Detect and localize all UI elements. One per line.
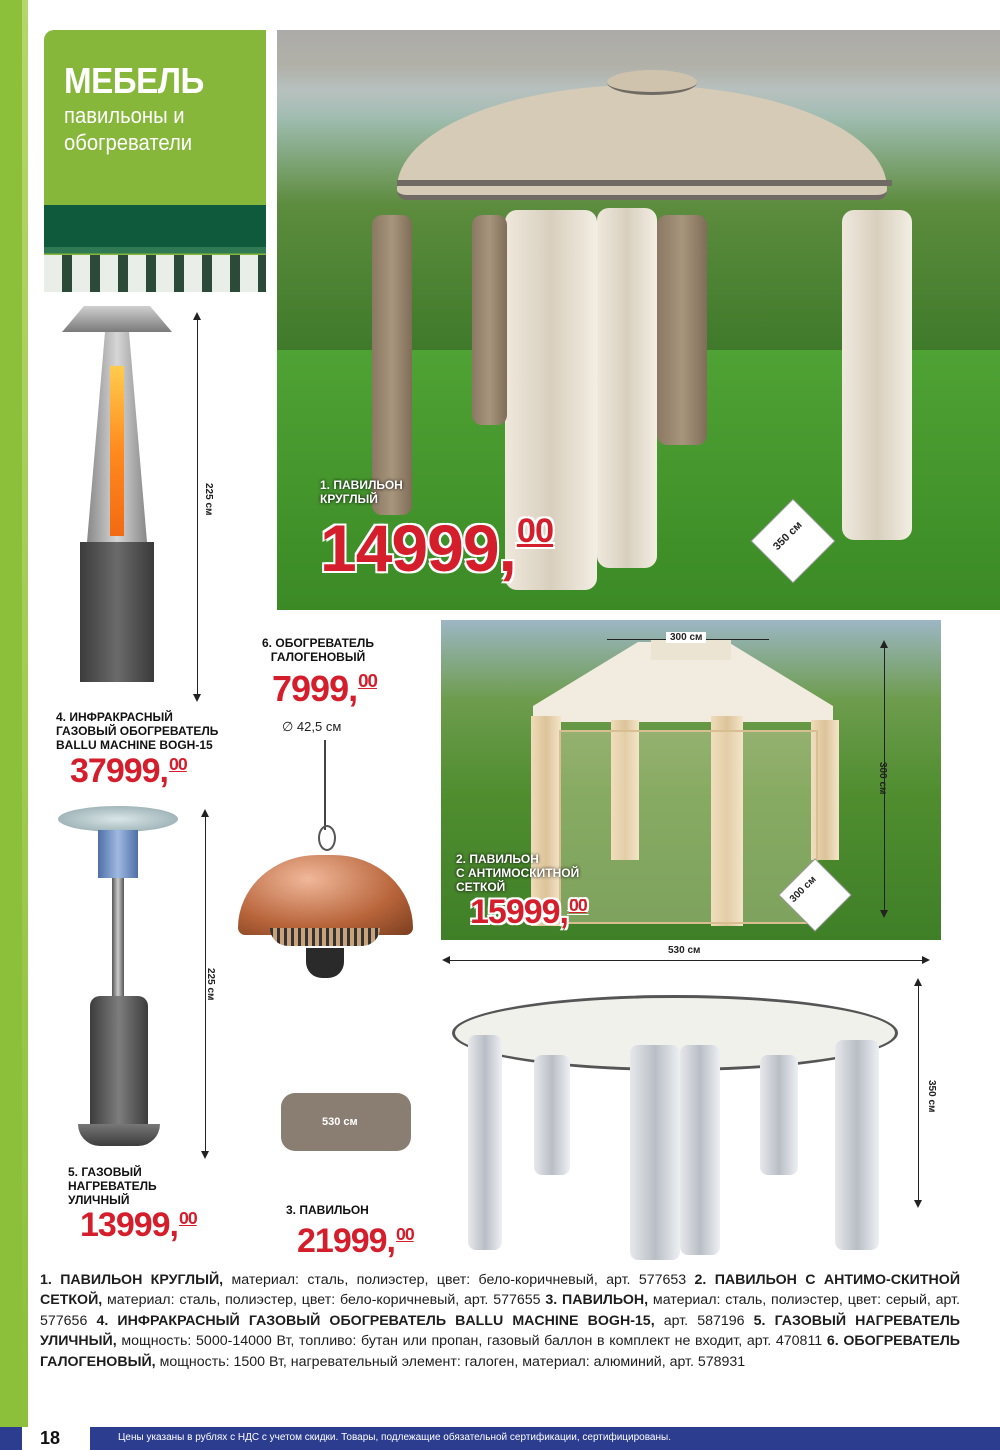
- heater-1-dim-line: [197, 318, 198, 696]
- product-3-price: 21999,00: [297, 1222, 414, 1260]
- arrow-right-icon: [922, 956, 930, 964]
- product-6-price: 7999,00: [272, 668, 377, 709]
- category-subtitle: павильоны и обогреватели: [64, 103, 193, 155]
- category-header: [44, 30, 266, 292]
- product-1-label: 1. ПАВИЛЬОН КРУГЛЫЙ: [320, 478, 403, 506]
- pavilion-3-curtain-2: [534, 1055, 570, 1175]
- pavilion-frame: [397, 180, 892, 186]
- pavilion-3-curtain-6: [835, 1040, 879, 1250]
- pavilion-3-width-dim: 530 см: [668, 945, 701, 956]
- lamp-hook: [318, 825, 336, 851]
- heater-burner: [98, 830, 138, 878]
- heater-foot: [78, 1124, 160, 1146]
- product-3-label: 3. ПАВИЛЬОН: [286, 1203, 369, 1217]
- arrow-left-icon: [442, 956, 450, 964]
- page-number: 18: [40, 1428, 61, 1448]
- product-6-label: 6. ОБОГРЕВАТЕЛЬ ГАЛОГЕНОВЫЙ: [262, 636, 374, 664]
- arrow-down-icon: [193, 694, 201, 702]
- product-4-price: 37999,00: [70, 752, 187, 790]
- pavilion-3-height-dim-line: [918, 984, 919, 1202]
- arrow-up-icon: [880, 640, 888, 648]
- category-title: МЕБЕЛЬ: [64, 60, 204, 101]
- curtain-white-2: [597, 208, 657, 568]
- infrared-gas-heater-photo: [62, 306, 172, 691]
- pavilion-3-height-dim: 350 см: [926, 1080, 937, 1113]
- outdoor-gas-heater-photo: [58, 806, 178, 1166]
- product-descriptions: 1. ПАВИЛЬОН КРУГЛЫЙ, материал: сталь, полиэстер, цвет: бело-коричневый, арт. 577653 2. ПАВИЛЬОН С АНТИМО-СКИТНОЙ СЕТКОЙ, материал: сталь, полиэстер, цвет: бело-коричневый, арт. 577655 3. ПАВИЛЬОН, материал: сталь, полиэстер, цвет: серый, арт. 577656 4. ИНФРАКРАСНЫЙ ГАЗОВЫЙ ОБОГРЕВАТЕЛЬ BALLU MACHINE BOGH-15, арт. 587196 5. ГАЗОВЫЙ НАГРЕВАТЕЛЬ УЛИЧНЫЙ, мощность: 5000-14000 Вт, топливо: бутан или пропан, газовый баллон в комплект не входит, арт. 470811 6. ОБОГРЕВАТЕЛЬ ГАЛОГЕНОВЫЙ, мощность: 1500 Вт, нагревательный элемент: галоген, материал: алюминий, арт. 578931: [40, 1272, 961, 1370]
- product-1-dimension: 350 см: [770, 519, 805, 553]
- curtain-brown-3: [657, 215, 707, 445]
- heater-tank-housing: [90, 996, 148, 1126]
- footer-note: Цены указаны в рублях с НДС с учетом скидки. Товары, подлежащие обязательной сертификации, сертифицированы.: [118, 1432, 671, 1443]
- heater-top-cap: [62, 306, 172, 332]
- product-1-price: 14999,00: [320, 511, 554, 585]
- product-2-price: 15999,00: [470, 893, 587, 931]
- halogen-heater-photo: [230, 740, 420, 1005]
- side-green-strip: [0, 0, 22, 1450]
- curtain-brown-1: [372, 215, 412, 515]
- heater-flame: [110, 366, 124, 536]
- lamp-copper-dome: [238, 855, 413, 935]
- pavilion-3-curtain-1: [468, 1035, 502, 1250]
- curtain-white-3: [842, 210, 912, 540]
- product-4-label: 4. ИНФРАКРАСНЫЙ ГАЗОВЫЙ ОБОГРЕВАТЕЛЬ BALLU MACHINE BOGH-15: [56, 710, 219, 752]
- lamp-socket: [306, 948, 344, 978]
- pavilion-top-vent: [607, 70, 697, 95]
- heater-reflector: [58, 806, 178, 832]
- arrow-down-icon: [201, 1151, 209, 1159]
- arrow-up-icon: [914, 978, 922, 986]
- pavilion-3-curtain-3: [630, 1045, 680, 1260]
- pavilion-2-top: [651, 640, 731, 660]
- curtain-brown-2: [472, 215, 507, 425]
- product-5-label: 5. ГАЗОВЫЙ НАГРЕВАТЕЛЬ УЛИЧНЫЙ: [68, 1165, 157, 1207]
- lamp-chain: [324, 740, 326, 830]
- product-6-diameter: ∅ 42,5 см: [282, 719, 342, 734]
- heater-2-height: 225 см: [205, 968, 216, 1001]
- pavilion-2-top-dim: 300 см: [666, 632, 706, 643]
- heater-1-height: 225 см: [203, 483, 214, 516]
- pavilion-3-curtain-5: [760, 1055, 798, 1175]
- awning-stripes-image: [44, 255, 266, 292]
- product-5-price: 13999,00: [80, 1206, 197, 1244]
- arrow-down-icon: [880, 910, 888, 918]
- pavilion-2-height-dim: 300 см: [877, 762, 888, 795]
- arrow-up-icon: [193, 312, 201, 320]
- pavilion-3-curtain-4: [680, 1045, 720, 1255]
- pavilion-3-width-dim-line: [448, 960, 924, 961]
- lamp-grille: [270, 928, 380, 946]
- arrow-down-icon: [914, 1200, 922, 1208]
- product-2-label: 2. ПАВИЛЬОН С АНТИМОСКИТНОЙ СЕТКОЙ: [456, 852, 580, 894]
- grey-pavilion-photo: [440, 995, 895, 1260]
- pavilion-2-diag-dim: 300 см: [787, 874, 819, 905]
- arrow-up-icon: [201, 809, 209, 817]
- pavilion-3-badge-dim: 530 см: [322, 1116, 358, 1128]
- heater-base: [80, 542, 154, 682]
